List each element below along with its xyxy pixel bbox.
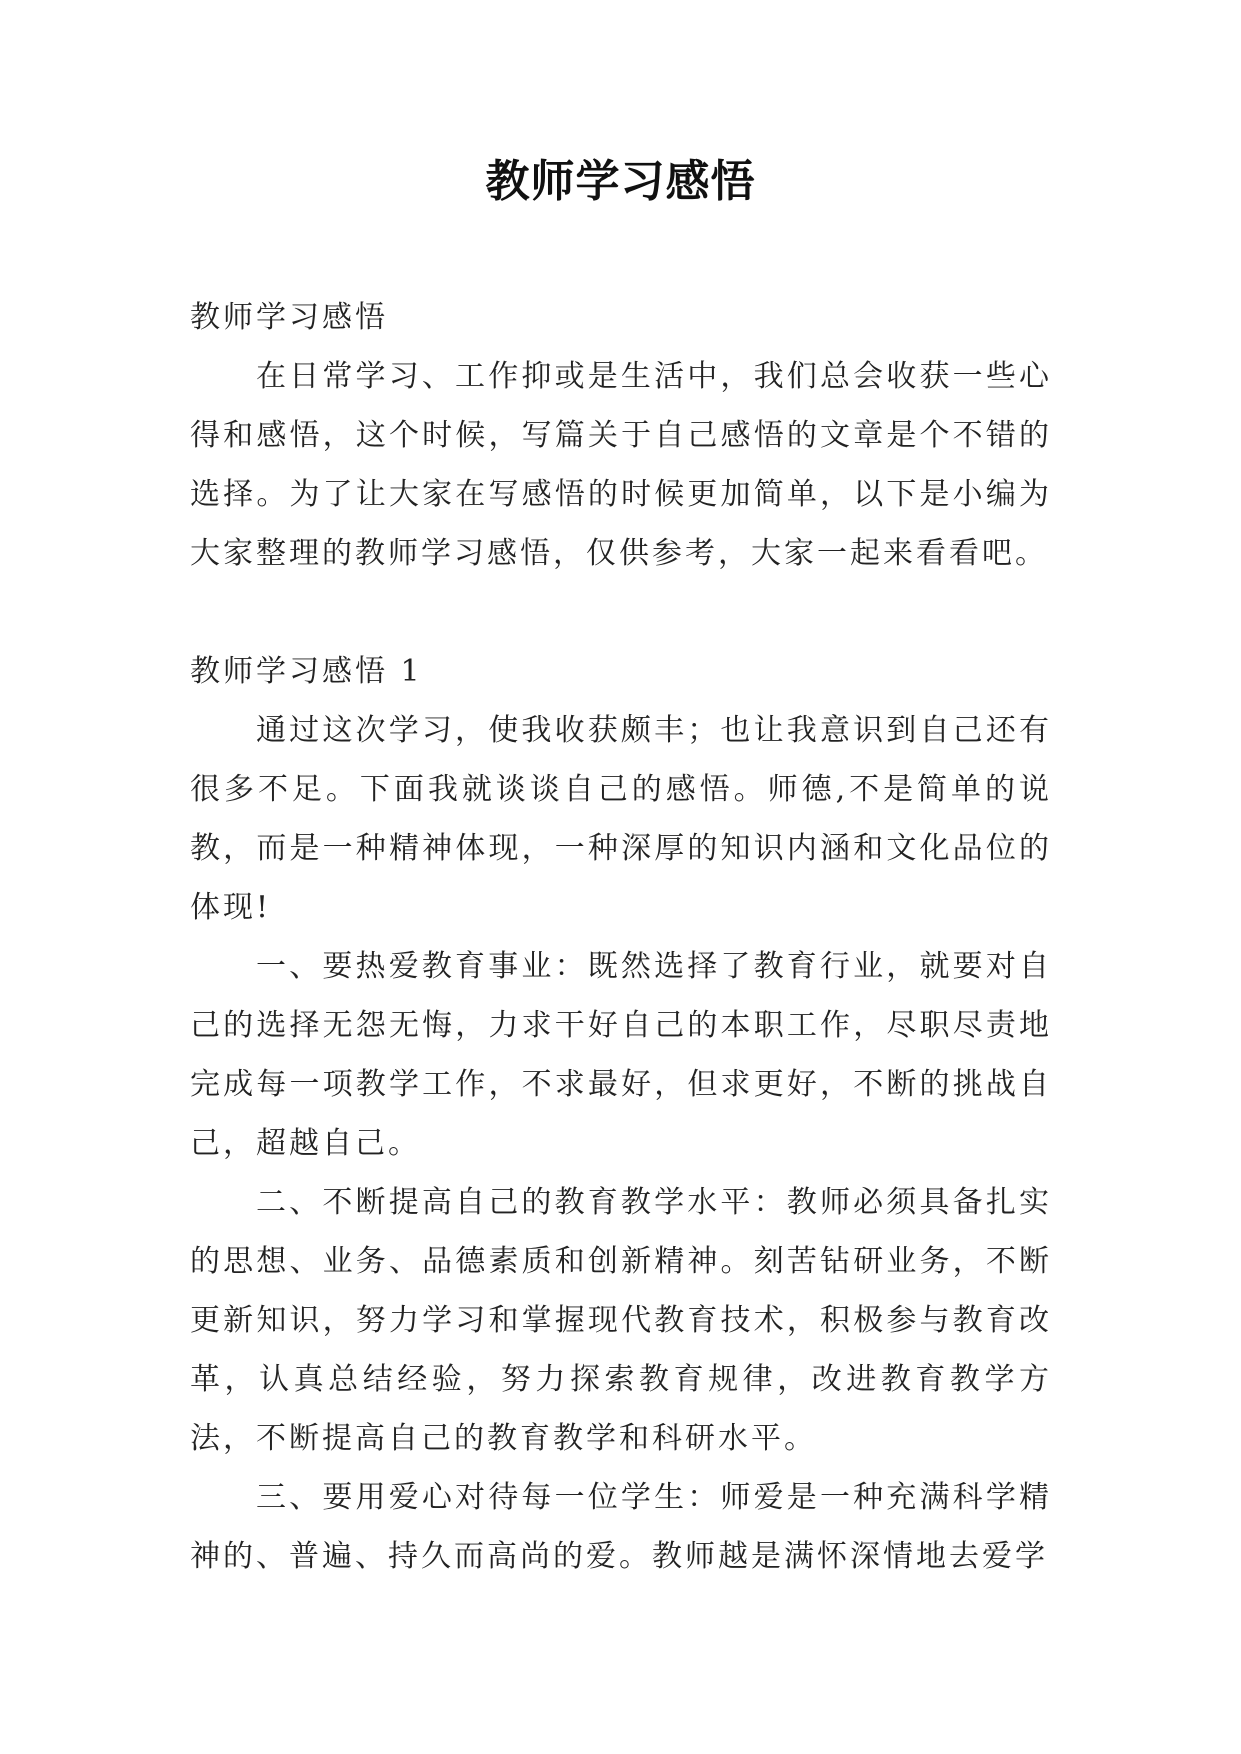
section-heading: 教师学习感悟 1 [190, 654, 423, 689]
document-body [190, 288, 1052, 1586]
body-paragraph: 三、要用爱心对待每一位学生：师爱是一种充满科学精神的、普遍、持久而高尚的爱。教师越是满怀深情地去爱学 [190, 1480, 1052, 1574]
document-title: 教师学习感悟 [485, 156, 756, 207]
body-paragraph: 二、不断提高自己的教育教学水平：教师必须具备扎实的思想、业务、品德素质和创新精神。刻苦钻研业务，不断更新知识，努力学习和掌握现代教育技术，积极参与教育改革，认真总结经验，努力探索教育规律，改进教育教学方法，不断提高自己的教育教学和科研水平。 [190, 1185, 1052, 1456]
body-paragraph: 一、要热爱教育事业：既然选择了教育行业，就要对自己的选择无怨无悔，力求干好自己的本职工作，尽职尽责地完成每一项教学工作，不求最好，但求更好，不断的挑战自己，超越自己。 [190, 949, 1052, 1161]
intro-paragraph: 在日常学习、工作抑或是生活中，我们总会收获一些心得和感悟，这个时候，写篇关于自己感悟的文章是个不错的选择。为了让大家在写感悟的时候更加简单，以下是小编为大家整理的教师学习感悟，仅供参考，大家一起来看看吧。 [190, 359, 1052, 571]
paragraph-gap [190, 583, 1052, 642]
document-subtitle: 教师学习感悟 [190, 300, 388, 335]
body-paragraph: 通过这次学习，使我收获颇丰；也让我意识到自己还有很多不足。下面我就谈谈自己的感悟。师德,不是简单的说教，而是一种精神体现，一种深厚的知识内涵和文化品位的体现! [190, 713, 1052, 925]
